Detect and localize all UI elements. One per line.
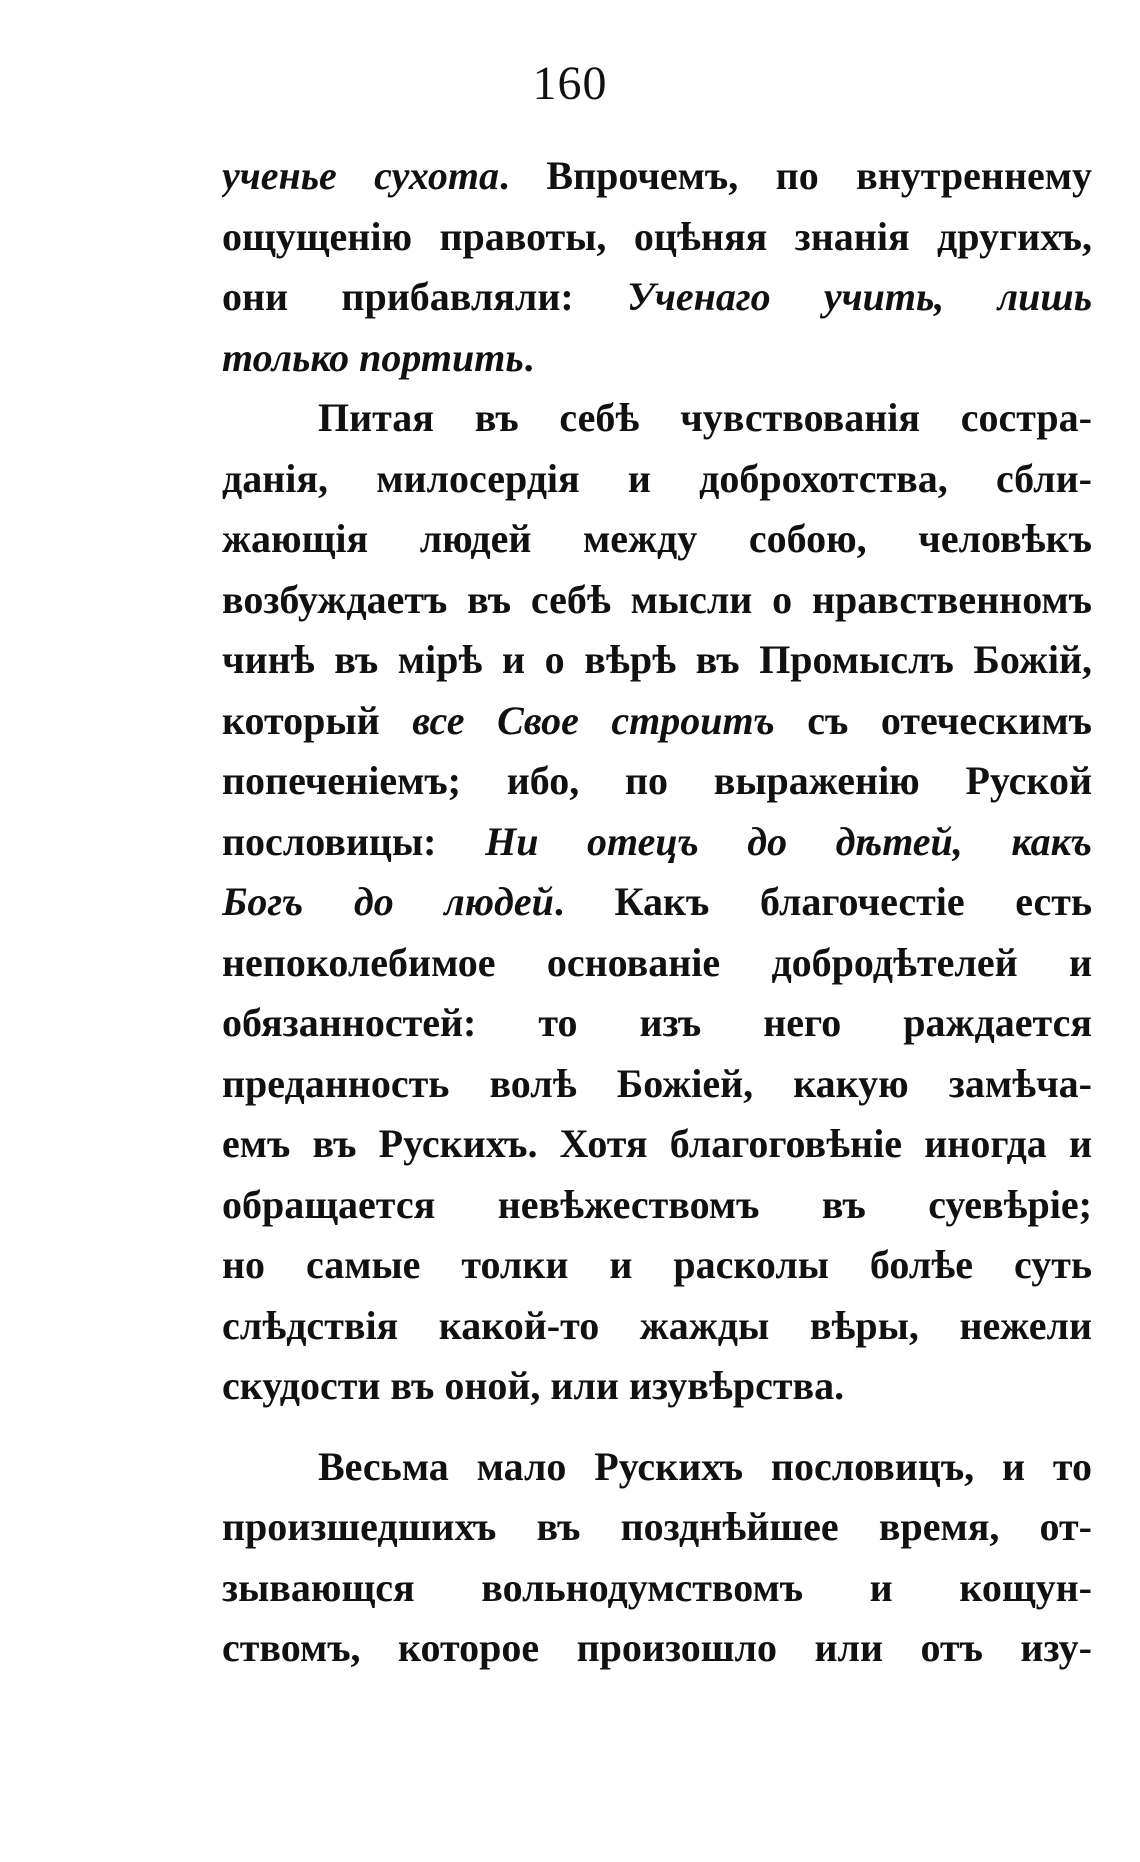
text-line: [222, 751, 1092, 812]
page-number: 160: [532, 57, 608, 110]
text-span: пословицы:: [222, 818, 486, 864]
text-line: [222, 328, 1092, 389]
text-span: емъ въ Рускихъ. Хотя благоговѣніе иногда и: [222, 1121, 1092, 1166]
text-span: обязанностей: то изъ него раждается: [222, 1000, 1092, 1045]
text-line: [222, 267, 1092, 328]
text-line: [222, 1296, 1092, 1357]
text-span: данія, милосердія и доброхотства, сбли-: [222, 455, 1092, 501]
text-line: [222, 509, 1092, 570]
text-span: .: [523, 334, 534, 380]
text-line: [222, 1356, 1092, 1417]
text-span: только портить: [222, 334, 524, 380]
text-line: [222, 146, 1092, 207]
text-line: [222, 630, 1092, 691]
text-line: [222, 1437, 1092, 1498]
text-span: Ни отецъ до дѣтей, какъ: [485, 818, 1092, 864]
text-line: [222, 933, 1092, 994]
text-span: преданность волѣ Божіей, какую замѣча-: [222, 1060, 1092, 1106]
text-line: [222, 1558, 1092, 1619]
text-span: ощущенію правоты, оцѣняя знанія другихъ,: [222, 213, 1092, 259]
text-span: скудости въ оной, или изувѣрства.: [222, 1363, 845, 1408]
paragraph-2: [222, 388, 1092, 1417]
text-span: непоколебимое основаніе добродѣтелей и: [222, 939, 1092, 985]
text-line: [222, 872, 1092, 933]
text-span: Весьма мало Рускихъ пословицъ, и то: [318, 1443, 1092, 1489]
paragraph-1: [222, 146, 1092, 388]
text-line: [222, 812, 1092, 873]
text-span: ствомъ, которое произошло или отъ изу-: [222, 1625, 1092, 1670]
text-line: [222, 207, 1092, 268]
text-span: произшедшихъ въ позднѣйшее время, от-: [222, 1504, 1092, 1549]
text-span: чинѣ въ мірѣ и о вѣрѣ въ Промыслъ Божій,: [222, 637, 1092, 682]
text-span: . Впрочемъ, по внутреннему: [499, 153, 1092, 198]
text-line: [222, 1235, 1092, 1296]
text-span: Питая въ себѣ чувствованія состра-: [318, 395, 1092, 440]
body-text: [222, 146, 1092, 1679]
text-span: обращается невѣжествомъ въ суевѣріе;: [222, 1181, 1092, 1227]
text-span: попеченіемъ; ибо, по выраженію Руской: [222, 758, 1092, 803]
text-line: [222, 691, 1092, 752]
text-span: возбуждаетъ въ себѣ мысли о нравственномъ: [222, 576, 1092, 622]
text-span: который: [222, 697, 413, 743]
paragraph-3: [222, 1437, 1092, 1679]
text-line: [222, 449, 1092, 510]
text-span: Ученаго учить, лишь: [627, 274, 1092, 319]
paragraph-gap: [222, 1417, 1092, 1437]
text-line: [222, 1175, 1092, 1236]
text-span: . Какъ благочестіе есть: [553, 879, 1092, 924]
text-span: они прибавляли:: [222, 274, 628, 319]
text-span: съ отеческимъ: [774, 697, 1092, 743]
text-span: ученье сухота: [222, 153, 499, 198]
text-span: жающія людей между собою, человѣкъ: [222, 516, 1092, 561]
text-span: зывающся вольнодумствомъ и кощун-: [222, 1564, 1092, 1610]
text-line: [222, 993, 1092, 1054]
text-line: [222, 1054, 1092, 1115]
text-line: [222, 570, 1092, 631]
text-span: но самые толки и расколы болѣе суть: [222, 1242, 1092, 1287]
text-line: [222, 1497, 1092, 1558]
text-span: все Свое строитъ: [412, 697, 775, 743]
text-span: Богъ до людей: [222, 879, 554, 924]
text-line: [222, 388, 1092, 449]
text-line: [222, 1618, 1092, 1679]
text-span: слѣдствія какой-то жажды вѣры, нежели: [222, 1302, 1092, 1348]
text-line: [222, 1114, 1092, 1175]
